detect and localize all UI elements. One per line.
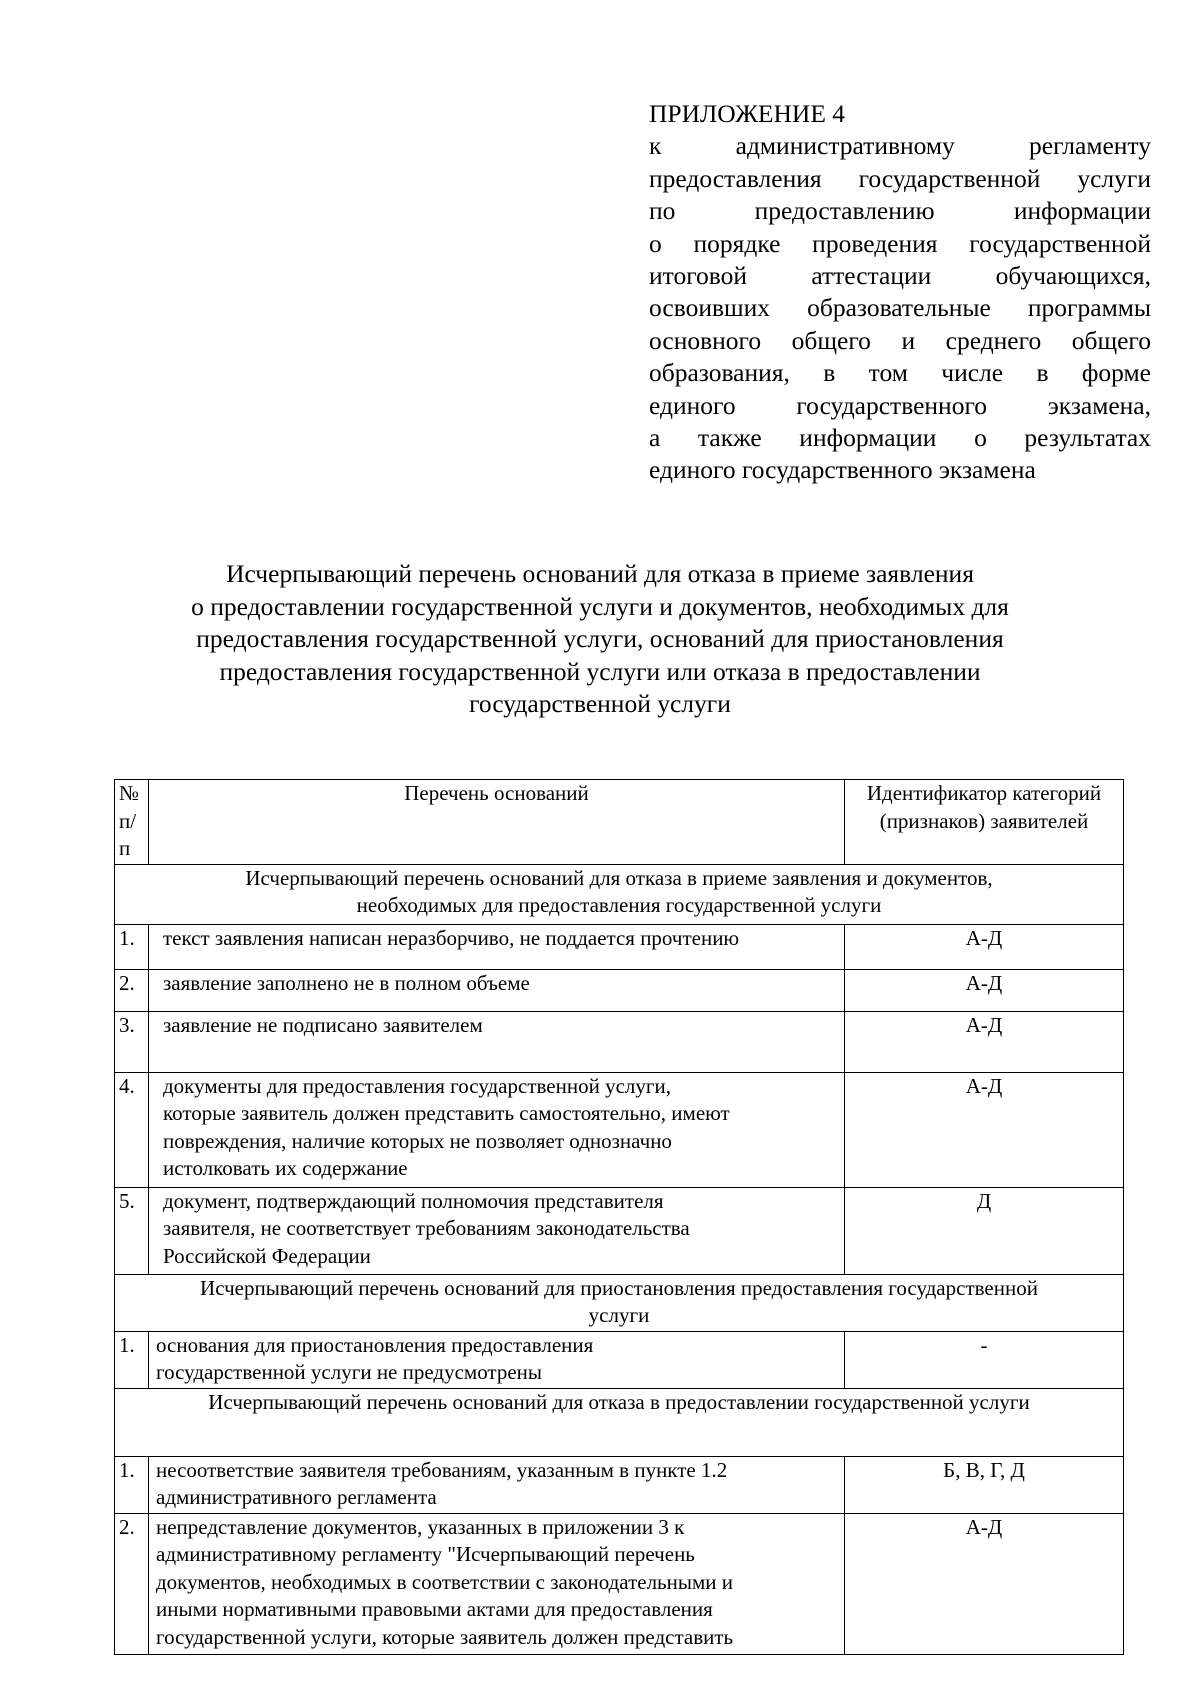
header-grounds: Перечень оснований xyxy=(149,780,845,865)
row-text-line: административного регламента xyxy=(156,1485,437,1509)
row-text-line: текст заявления написан неразборчиво, не поддается прочтению xyxy=(163,925,740,950)
appendix-line: освоивших образовательные программы xyxy=(649,293,1151,323)
table-row xyxy=(115,1011,1124,1072)
table-row xyxy=(115,1072,1124,1187)
row-text-line: заявление заполнено не в полном объеме xyxy=(163,970,530,995)
row-text-line: которые заявитель должен представить самостоятельно, имеют xyxy=(163,1101,730,1125)
header-num xyxy=(115,780,149,865)
grounds-table xyxy=(114,779,1124,1655)
appendix-line: итоговой аттестации обучающихся, xyxy=(649,261,1151,291)
row-number: 4. xyxy=(115,1072,149,1187)
row-text xyxy=(149,969,845,1011)
section-title-line: услуги xyxy=(588,1303,650,1327)
document-heading xyxy=(130,558,1070,721)
row-category: Д xyxy=(845,1187,1124,1274)
row-text-line: документ, подтверждающий полномочия представителя xyxy=(163,1188,664,1213)
row-category: А-Д xyxy=(845,1072,1124,1187)
appendix-line: предоставления государственной услуги xyxy=(649,163,1151,193)
header-num-line: п/п xyxy=(119,808,137,860)
section-title xyxy=(115,1274,1124,1331)
table-row xyxy=(115,1456,1124,1513)
row-category: А-Д xyxy=(845,1513,1124,1654)
row-text-line: заявителя, не соответствует требованиям законодательства xyxy=(163,1216,690,1240)
row-number: 1. xyxy=(115,1456,149,1513)
row-category: А-Д xyxy=(845,1011,1124,1072)
row-text-line: основания для приостановления предоставления xyxy=(156,1332,594,1357)
row-text-line: административному регламенту "Исчерпывающий перечень xyxy=(156,1542,695,1566)
appendix-line: о порядке проведения государственной xyxy=(649,228,1151,258)
header-num-line: № xyxy=(119,781,140,805)
row-text-line: государственной услуги, которые заявитель должен представить xyxy=(156,1624,734,1649)
section-row xyxy=(115,864,1124,924)
appendix-line: а также информации о результатах xyxy=(649,423,1151,453)
row-text xyxy=(149,1011,845,1072)
row-text xyxy=(149,1331,845,1388)
appendix-line: единого государственного экзамена, xyxy=(649,390,1151,420)
row-text-line: несоответствие заявителя требованиям, указанным в пункте 1.2 xyxy=(156,1457,728,1482)
header-category-line: (признаков) заявителей xyxy=(879,808,1089,833)
row-text-line: государственной услуги не предусмотрены xyxy=(156,1360,543,1384)
row-number: 3. xyxy=(115,1011,149,1072)
row-text xyxy=(149,1187,845,1274)
appendix-line: образования, в том числе в форме xyxy=(649,358,1151,388)
row-text-line: документы для предоставления государственной услуги, xyxy=(163,1073,671,1098)
heading-line: о предоставлении государственной услуги и документов, необходимых для xyxy=(191,591,1009,621)
row-number: 5. xyxy=(115,1187,149,1274)
row-text xyxy=(149,1072,845,1187)
header-category-line: Идентификатор категорий xyxy=(866,781,1102,805)
row-text xyxy=(149,924,845,969)
header-category xyxy=(845,780,1124,865)
section-title-line: Исчерпывающий перечень оснований для приостановления предоставления государственной xyxy=(200,1275,1038,1300)
section-title-line: Исчерпывающий перечень оснований для отказа в предоставлении государственной услуги xyxy=(208,1389,1030,1414)
section-title xyxy=(115,864,1124,924)
row-text-line: иными нормативными правовыми актами для предоставления xyxy=(156,1597,713,1621)
heading-line: Исчерпывающий перечень оснований для отказа в приеме заявления xyxy=(226,559,974,588)
row-number: 2. xyxy=(115,969,149,1011)
row-text-line: истолковать их содержание xyxy=(163,1156,408,1180)
heading-line: предоставления государственной услуги, оснований для приостановления xyxy=(196,624,1004,653)
appendix-line: по предоставлению информации xyxy=(649,196,1151,226)
row-text-line: Российской Федерации xyxy=(163,1243,371,1268)
row-number: 2. xyxy=(115,1513,149,1654)
section-title-line: необходимых для предоставления государственной услуги xyxy=(356,893,882,917)
table-row xyxy=(115,1513,1124,1654)
section-row xyxy=(115,1274,1124,1331)
row-text-line: заявление не подписано заявителем xyxy=(163,1012,483,1037)
table-row xyxy=(115,1331,1124,1388)
row-number: 1. xyxy=(115,924,149,969)
appendix-block xyxy=(649,98,1151,487)
heading-line: государственной услуги xyxy=(469,689,731,718)
table-row xyxy=(115,924,1124,969)
heading-line: предоставления государственной услуги или отказа в предоставлении xyxy=(219,656,981,686)
appendix-line: единого государственного экзамена xyxy=(649,455,1036,485)
appendix-line: к административному регламенту xyxy=(649,131,1151,161)
appendix-title: ПРИЛОЖЕНИЕ 4 xyxy=(649,99,846,128)
row-category: А-Д xyxy=(845,924,1124,969)
section-row xyxy=(115,1388,1124,1456)
row-category: А-Д xyxy=(845,969,1124,1011)
section-title xyxy=(115,1388,1124,1456)
row-text-line: повреждения, наличие которых не позволяет однозначно xyxy=(163,1128,672,1153)
row-number: 1. xyxy=(115,1331,149,1388)
row-category: Б, В, Г, Д xyxy=(845,1456,1124,1513)
table-row xyxy=(115,969,1124,1011)
row-text xyxy=(149,1456,845,1513)
row-text xyxy=(149,1513,845,1654)
appendix-line: основного общего и среднего общего xyxy=(649,325,1151,355)
row-category: - xyxy=(845,1331,1124,1388)
table-row xyxy=(115,1187,1124,1274)
row-text-line: непредставление документов, указанных в приложении 3 к xyxy=(156,1514,685,1539)
row-text-line: документов, необходимых в соответствии с законодательными и xyxy=(156,1569,733,1594)
section-title-line: Исчерпывающий перечень оснований для отказа в приеме заявления и документов, xyxy=(245,865,993,890)
table-header-row xyxy=(115,780,1124,865)
